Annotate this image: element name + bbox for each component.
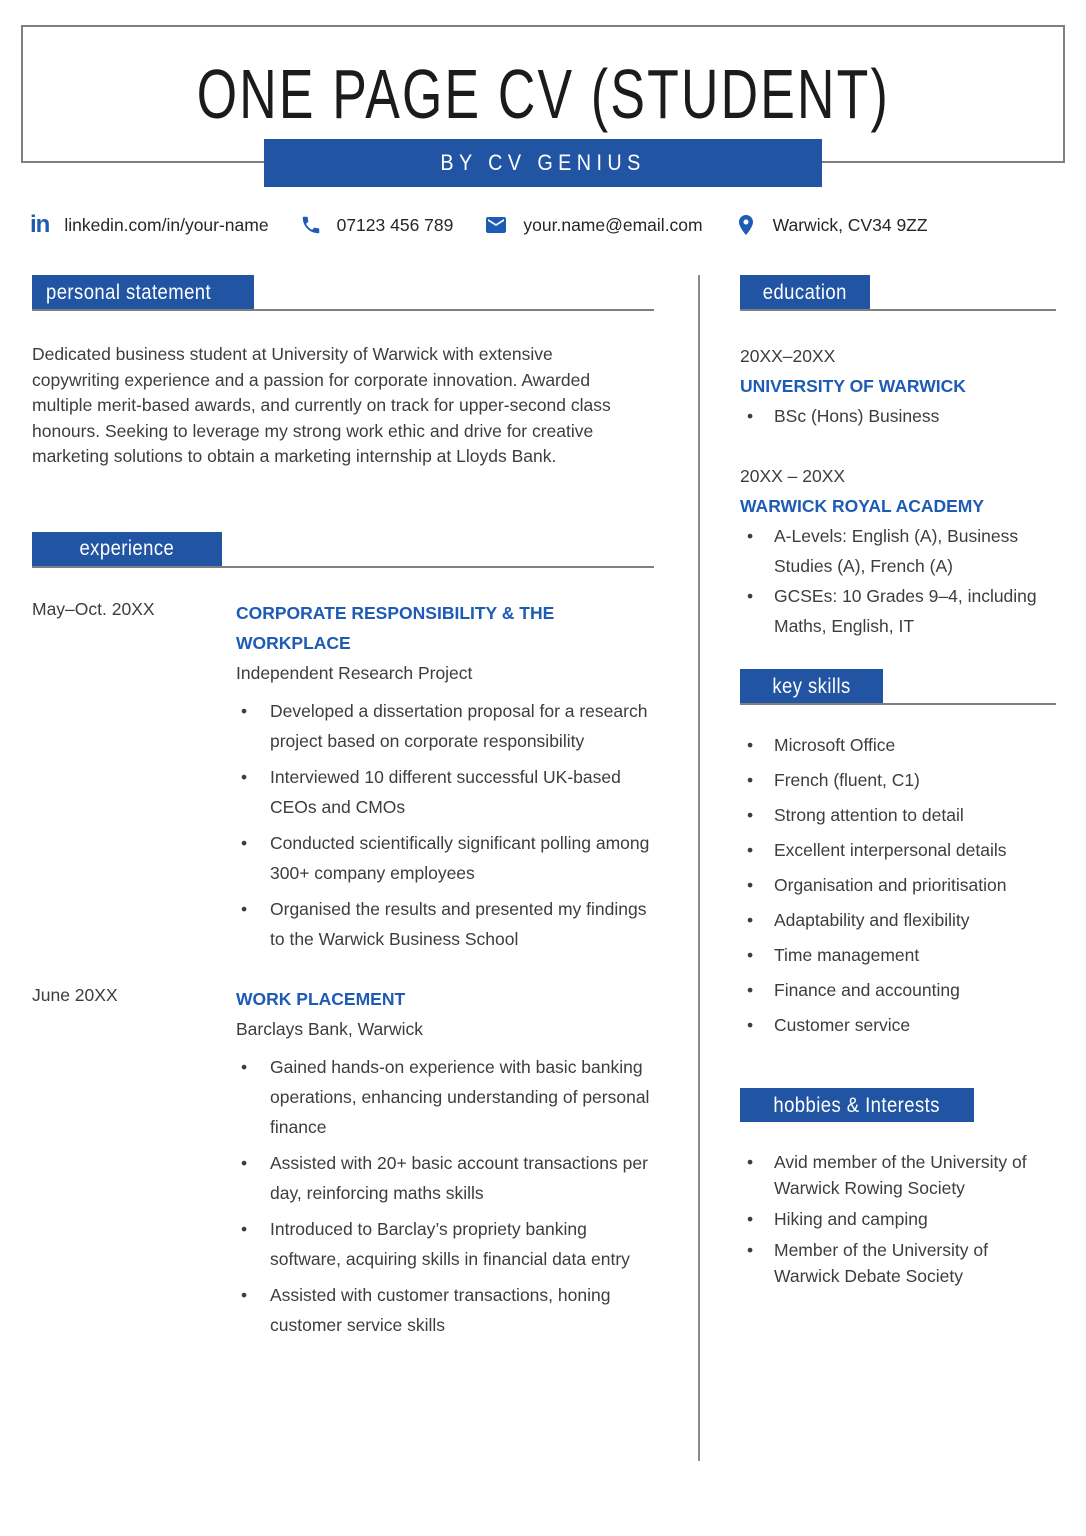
hobbies-header-row xyxy=(740,1088,1056,1122)
list-item: • French (fluent, C1) xyxy=(740,765,1056,795)
experience-date: May–Oct. 20XX xyxy=(32,598,155,619)
experience-entry xyxy=(32,984,654,1346)
envelope-icon xyxy=(484,213,508,237)
hobbies-list xyxy=(740,1149,1040,1289)
list-item: • Time management xyxy=(740,940,1056,970)
list-item: • BSc (Hons) Business xyxy=(740,401,1056,431)
key-skills-header-row xyxy=(740,669,1056,705)
contact-email-text: your.name@email.com xyxy=(523,214,703,235)
hobbies-heading: hobbies & Interests xyxy=(773,1093,941,1117)
contact-linkedin-text: linkedin.com/in/your-name xyxy=(64,214,269,235)
list-item: • Organisation and prioritisation xyxy=(740,870,1056,900)
page-title: ONE PAGE CV (STUDENT) xyxy=(196,55,890,133)
list-item: • Interviewed 10 different successful UK-based CEOs and CMOs xyxy=(236,762,654,822)
experience-subtitle: Independent Research Project xyxy=(236,662,473,683)
key-skills-heading: key skills xyxy=(772,674,851,698)
list-item: • A-Levels: English (A), Business Studies (A), French (A) xyxy=(740,521,1056,581)
experience-subtitle: Barclays Bank, Warwick xyxy=(236,1018,424,1039)
education-heading: education xyxy=(762,280,848,304)
education-dates: 20XX–20XX xyxy=(740,346,836,366)
education-bullet-list xyxy=(740,521,1056,641)
list-item: • Avid member of the University of Warwick Rowing Society xyxy=(740,1149,1040,1201)
phone-icon xyxy=(300,214,322,236)
right-column xyxy=(740,275,1056,1294)
key-skills-tab xyxy=(740,669,883,703)
list-item: • Customer service xyxy=(740,1010,1056,1040)
experience-title: CORPORATE RESPONSIBILITY & THE WORKPLACE xyxy=(236,602,555,653)
list-item: • GCSEs: 10 Grades 9–4, including Maths, English, IT xyxy=(740,581,1056,641)
education-bullet-list xyxy=(740,401,1056,431)
education-school-name: WARWICK ROYAL ACADEMY xyxy=(740,496,985,516)
education-dates: 20XX – 20XX xyxy=(740,466,846,486)
experience-bullet-list xyxy=(236,1052,654,1340)
experience-header-row xyxy=(32,532,654,568)
education-header-row xyxy=(740,275,1056,311)
contact-phone-text: 07123 456 789 xyxy=(336,214,454,235)
contact-linkedin xyxy=(30,213,269,237)
list-item: • Assisted with 20+ basic account transactions per day, reinforcing maths skills xyxy=(236,1148,654,1208)
experience-entry xyxy=(32,598,654,960)
list-item: • Excellent interpersonal details xyxy=(740,835,1056,865)
education-entry xyxy=(740,341,1056,431)
list-item: • Introduced to Barclay’s propriety banking software, acquiring skills in financial data entry xyxy=(236,1214,654,1274)
experience-title: WORK PLACEMENT xyxy=(236,988,406,1009)
list-item: • Conducted scientifically significant polling among 300+ company employees xyxy=(236,828,654,888)
list-item: • Developed a dissertation proposal for a research project based on corporate responsibility xyxy=(236,696,654,756)
list-item: • Gained hands-on experience with basic banking operations, enhancing understanding of personal finance xyxy=(236,1052,654,1142)
experience-tab xyxy=(32,532,222,566)
list-item: • Adaptability and flexibility xyxy=(740,905,1056,935)
list-item: • Finance and accounting xyxy=(740,975,1056,1005)
list-item: • Member of the University of Warwick Debate Society xyxy=(740,1237,1040,1289)
content-columns xyxy=(32,275,1056,1461)
experience-entry-body xyxy=(236,984,654,1346)
education-entry xyxy=(740,461,1056,641)
list-item: • Organised the results and presented my findings to the Warwick Business School xyxy=(236,894,654,954)
contact-location-text: Warwick, CV34 9ZZ xyxy=(772,214,928,235)
contact-email xyxy=(484,213,702,237)
contact-location xyxy=(734,213,928,237)
linkedin-icon: in xyxy=(30,211,50,238)
experience-entry-body xyxy=(236,598,654,960)
experience-bullet-list xyxy=(236,696,654,954)
contact-row xyxy=(30,213,1086,237)
experience-date: June 20XX xyxy=(32,984,118,1005)
location-pin-icon xyxy=(734,213,758,237)
personal-statement-text: Dedicated business student at University of Warwick with extensive copywriting experience and a passion for corporate innovation. Awarded multiple merit-based awards, and currently on track for upper-second class honours. Seeking to leverage my strong work ethic and drive for creative marketing solutions to obtain a marketing internship at Lloyds Bank. xyxy=(32,344,611,466)
personal-statement-section xyxy=(32,275,654,470)
key-skills-section xyxy=(740,669,1056,1040)
column-divider xyxy=(698,275,700,1461)
list-item: • Assisted with customer transactions, honing customer service skills xyxy=(236,1280,654,1340)
byline-banner xyxy=(264,139,822,187)
left-column xyxy=(32,275,654,1346)
personal-statement-header-row xyxy=(32,275,654,311)
education-section xyxy=(740,275,1056,641)
hobbies-tab xyxy=(740,1088,974,1122)
list-item: • Strong attention to detail xyxy=(740,800,1056,830)
experience-heading: experience xyxy=(79,537,175,560)
personal-statement-tab xyxy=(32,275,254,309)
personal-statement-heading: personal statement xyxy=(46,280,212,304)
education-school-name: UNIVERSITY OF WARWICK xyxy=(740,376,966,396)
education-tab xyxy=(740,275,870,309)
list-item: • Microsoft Office xyxy=(740,730,1056,760)
list-item: • Hiking and camping xyxy=(740,1206,1040,1232)
byline-text: BY CV GENIUS xyxy=(440,150,646,175)
contact-phone xyxy=(300,214,454,236)
experience-section xyxy=(32,532,654,1346)
hobbies-section xyxy=(740,1088,1056,1289)
key-skills-list xyxy=(740,730,1056,1040)
